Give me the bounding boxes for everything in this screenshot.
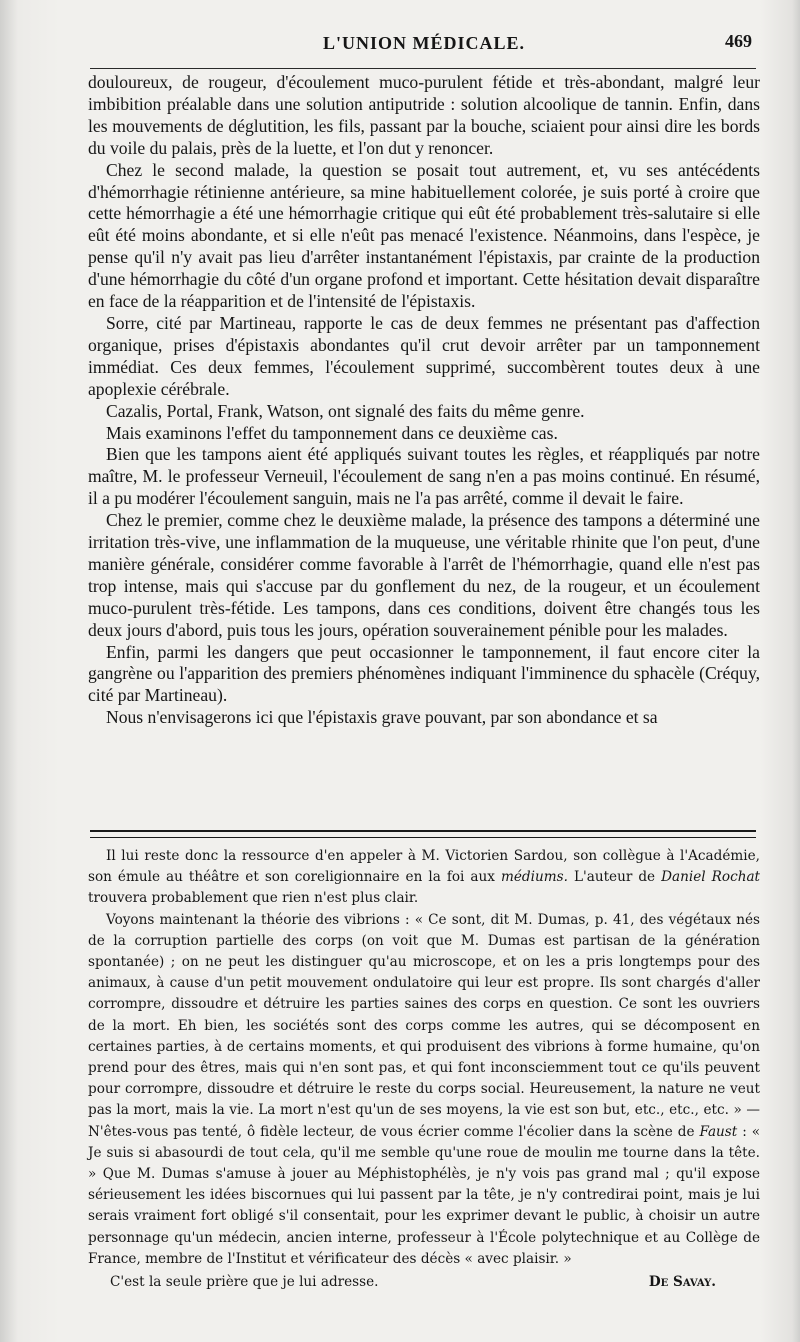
footnote-text-run: Voyons maintenant la théorie des vibrions : « Ce sont, dit M. Dumas, p. 41, des végétaux nés de la corruption partielle des corps (on voit que M. Dumas est partisan de la génération spontanée) ; on ne peut les distinguer qu'au microscope, et on les a pris longtemps pour des animaux, à cause d'un petit mouvement ondulatoire qui leur est propre. Ils sont chargés d'aller corrompre, dissoudre et détruire les parties saines des corps en question. Ce sont les ouvriers de la mort. Eh bien, les sociétés sont des corps comme les autres, qui se décomposent en certaines parties, à de certains moments, et qui produisent des vibrions à forme humaine, qu'on prend pour des êtres, mais qui n'en sont pas, et qui font inconsciemment tout ce qu'ils peuvent pour corrompre, dissoudre et détruire le reste du corps social. Heureusement, la nature ne veut pas la mort, mais la vie. La mort n'est qu'un de ses moyens, la vie est son but, etc., etc., etc. » — N'êtes-vous pas tenté, ô fidèle lecteur, de vous écrier comme l'écolier dans la scène de <box>88 911 760 1140</box>
page-number: 469 <box>725 31 752 51</box>
main-text <box>88 72 760 729</box>
paragraph: Mais examinons l'effet du tamponnement dans ce deuxième cas. <box>106 422 558 443</box>
author-signature: De Savay. <box>648 1274 716 1291</box>
closing-line <box>88 1272 760 1293</box>
paragraph: Sorre, cité par Martineau, rapporte le cas de deux femmes ne présentant pas d'affection organique, prises d'épistaxis abondantes qu'il crut devoir arrêter par un tamponnement immédiat. Ces deux femmes, l'écoulement supprimé, succombèrent toutes deux à une apoplexie cérébrale. <box>88 312 760 399</box>
footnote-text-run: : « Je suis si abasourdi de tout cela, qu'il me semble qu'une roue de moulin me tourne dans la tête. » Que M. Dumas s'amuse à jouer au Méphistophélès, je n'y vois pas grand mal ; qu'il expose sérieusement les idées biscornues qui lui passent par la tête, je n'y contredirai point, mais je lui serais vraiment fort obligé s'il consentait, pour les exprimer devant le public, à choisir un autre personnage qu'un médecin, ancien interne, professeur à l'École polytechnique et au Collège de France, membre de l'Institut et vérificateur des décès « avec plaisir. » <box>88 1123 761 1267</box>
footnote-italic-run: Daniel Rochat <box>661 869 761 886</box>
footnote-italic-run: médiums. <box>500 869 568 886</box>
running-title: L'UNION MÉDICALE. <box>322 32 526 53</box>
header-rule <box>90 68 756 69</box>
closing-sentence: C'est la seule prière que je lui adresse. <box>110 1274 379 1291</box>
footnote-text <box>88 846 760 1293</box>
footnote-text-run: trouvera probablement que rien n'est plus clair. <box>88 890 419 907</box>
footnote-paragraph <box>88 846 760 910</box>
footnote-paragraph <box>88 910 760 1270</box>
paragraph: Cazalis, Portal, Frank, Watson, ont signalé des faits du même genre. <box>106 400 585 421</box>
page-header <box>88 28 760 58</box>
footnote-italic-run: Faust <box>699 1123 738 1140</box>
footnote-text-run: Il lui reste donc la ressource d'en appeler à M. Victorien Sardou, son collègue à l'Académie, son émule au théâtre et son coreligionnaire en la foi aux <box>88 848 760 886</box>
paragraph: Chez le second malade, la question se posait tout autrement, et, vu ses antécédents d'hémorrhagie rétinienne antérieure, sa mine habituellement colorée, je suis porté à croire que cette hémorrhagie a été une hémorrhagie critique qui eût été probablement très-salutaire si elle eût été moins abondante, et si elle n'eût pas menacé l'existence. Néanmoins, dans l'espèce, je pense qu'il n'y avait pas lieu d'arrêter instantanément l'épistaxis, par crainte de la production d'une hémorrhagie du côté d'un organe profond et important. Cette hésitation devait disparaître en face de la réapparition et de l'intensité de l'épistaxis. <box>88 159 760 312</box>
footnote-separator-rule <box>90 830 756 838</box>
footnote-text-run: L'auteur de <box>573 869 656 886</box>
paragraph: douloureux, de rougeur, d'écoulement muco-purulent fétide et très-abondant, malgré leur imbibition préalable dans une solution antiputride : solution alcoolique de tannin. Enfin, dans les mouvements de déglutition, les fils, passant par la bouche, sciaient pour ainsi dire les bords du voile du palais, près de la luette, et l'on dut y renoncer. <box>88 72 760 158</box>
paragraph: Bien que les tampons aient été appliqués suivant toutes les règles, et réappliqués par notre maître, M. le professeur Verneuil, l'écoulement de sang n'en a pas moins continué. En résumé, il a pu modérer l'écoulement sanguin, mais ne l'a pas arrêté, comme il devait le faire. <box>88 444 760 509</box>
paragraph: Nous n'envisagerons ici que l'épistaxis grave pouvant, par son abondance et sa <box>106 707 658 728</box>
paragraph: Chez le premier, comme chez le deuxième malade, la présence des tampons a déterminé une irritation très-vive, une inflammation de la muqueuse, une véritable rhinite que l'on peut, d'une manière générale, considérer comme favorable à l'arrêt de l'hémorrhagie, quand elle n'est pas trop intense, mais qui s'accuse par du gonflement du nez, de la rougeur, et un écoulement muco-purulent très-fétide. Les tampons, dans ces conditions, doivent être changés tous les deux jours d'abord, puis tous les jours, opération souverainement pénible pour les malades. <box>88 510 760 640</box>
paragraph: Enfin, parmi les dangers que peut occasionner le tamponnement, il faut encore citer la gangrène ou l'apparition des premiers phénomènes indiquant l'imminence du sphacèle (Créquy, cité par Martineau). <box>88 641 760 706</box>
